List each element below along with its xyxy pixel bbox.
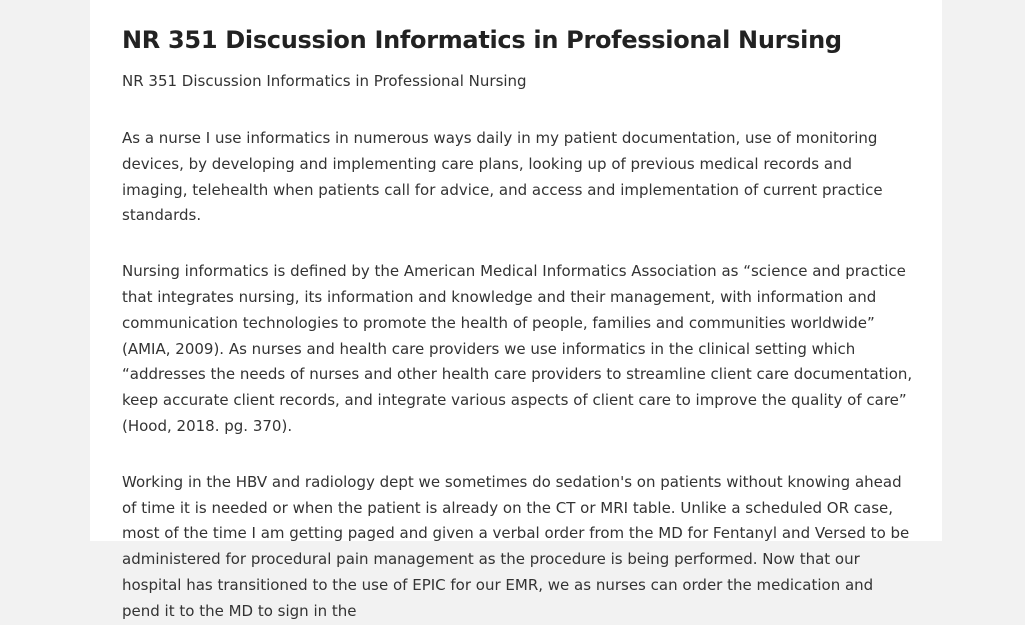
article-content xyxy=(122,22,914,625)
paragraph-1: As a nurse I use informatics in numerous ways daily in my patient documentation, use of monitoring devices, by developing and implementing care plans, looking up of previous medical records and imaging, telehealth when patients call for advice, and access and implementation of current practice standards. xyxy=(122,129,883,225)
paragraph-2: Nursing informatics is defined by the American Medical Informatics Association as “science and practice that integrates nursing, its information and knowledge and their management, with information and communication technologies to promote the health of people, families and communities worldwide” (AMIA, 2009). As nurses and health care providers we use informatics in the clinical setting which “addresses the needs of nurses and other health care providers to streamline client care documentation, keep accurate client records, and integrate various aspects of client care to improve the quality of care” (Hood, 2018. pg. 370). xyxy=(122,262,913,435)
article-page xyxy=(90,0,942,620)
paragraph-3: Working in the HBV and radiology dept we sometimes do sedation's on patients without knowing ahead of time it is needed or when the patient is already on the CT or MRI table. Unlike a scheduled OR case, most of the time I am getting paged and given a verbal order from the MD for Fentanyl and Versed to be administered for procedural pain management as the procedure is being performed. Now that our hospital has transitioned to the use of EPIC for our EMR, we as nurses can order the medication and pend it to the MD to sign in the xyxy=(122,472,910,620)
article-subtitle: NR 351 Discussion Informatics in Professional Nursing xyxy=(122,72,527,90)
article-title: NR 351 Discussion Informatics in Professional Nursing xyxy=(122,26,842,54)
